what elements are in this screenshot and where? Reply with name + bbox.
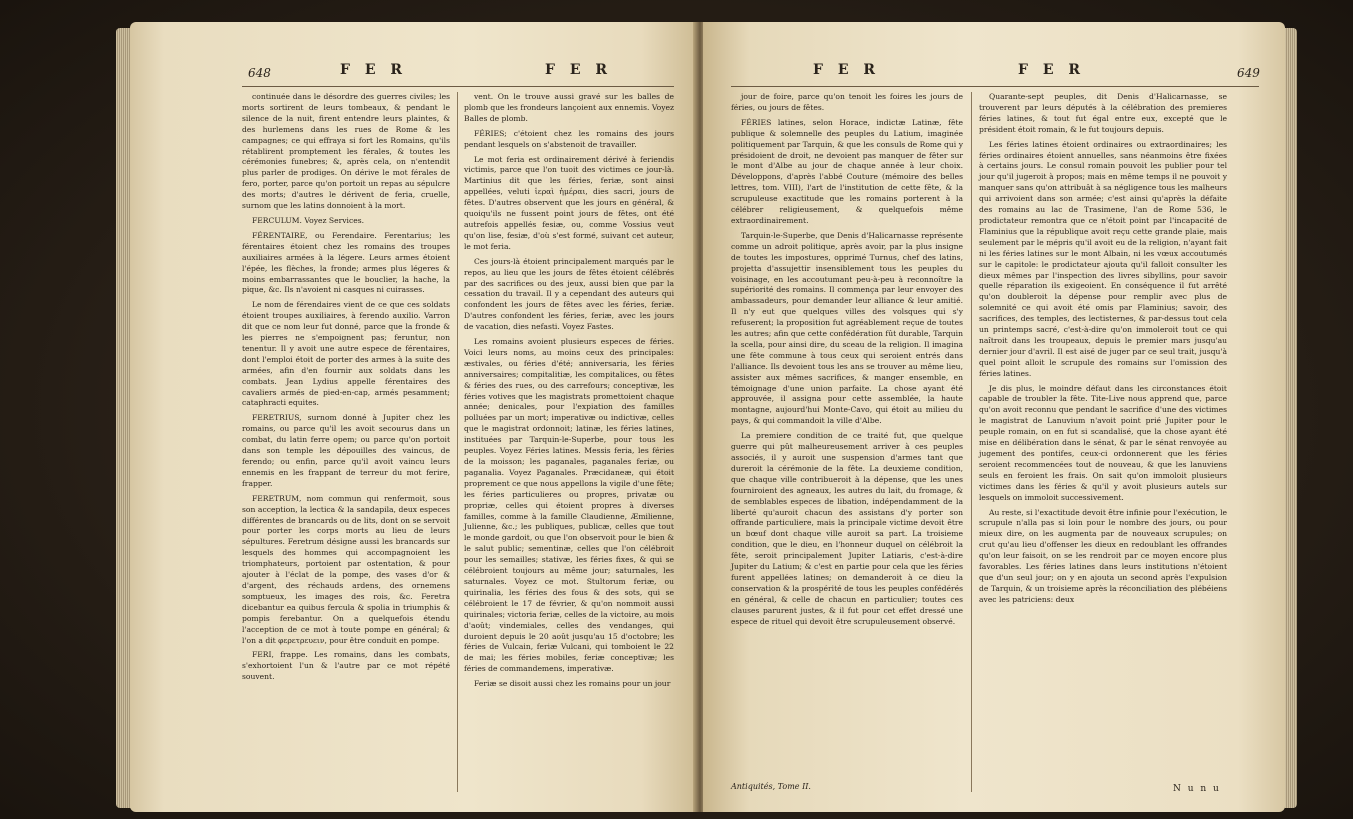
right-page: [703, 22, 1285, 812]
right-col2-paragraph: Au reste, si l'exactitude devoit être infinie pour l'exécution, le scrupule n'alla pas si loin pour le nombre des jours, ou pour mieux dire, on les augmenta par de nouveaux scrupules; on crut qu'au lieu d'offenser les dieux en redoublant les offrandes qu'on leur faisoit, on se les rendroit par ce moyen encore plus favorables. Les féries latines dans leurs institutions n'étoient que d'un seul jour; on y en ajouta un second après l'expulsion de Tarquin, & un troisieme après la réconciliation des plébéiens avec les patriciens: deux: [979, 507, 1227, 604]
right-page-column-2: [979, 92, 1227, 610]
left-col2-paragraph: Les romains avoient plusieurs especes de féries. Voici leurs noms, au moins ceux des principales: æstivales, ou féries d'été; anniversaria, les féries anniversaires; compitalitiæ, les compitalices, ou fêtes & féries des rues, ou des carrefours; conceptivæ, les féries votives que les magistrats promettoient chaque année; denicales, pour l'expiation des familles polluées par un mort; imperativæ ou indictivæ, celles que le magistrat ordonnoit; latinæ, les féries latines, instituées par Tarquin-le-Superbe, pour tous les peuples. Voyez Féries latines. Messis feria, les féries de la moisson; les paganales, paganales feriæ, ou paganalia. Voyez Paganales. Præcidaneæ, qui étoit proprement ce que nous appellons la vigile d'une fête; les féries particulieres ou propres, privatæ ou propriæ, celles qui étoient propres à diverses familles, comme à la famille Claudienne, Æmilienne, Julienne, &c.; les publiques, publicæ, celles que tout le monde gardoit, ou que l'on observoit pour le bien & le salut public; sementinæ, celles que l'on célébroit pour les semailles; stativæ, les féries fixes, & qui se célébroient toujours au même jour; saturnales, les saturnales. Voyez ce mot. Stultorum feriæ, ou quirinalia, les féries des fous & des sots, qui se célébroient le 17 de février, & qu'on nommoit aussi quirinales; victoria feriæ, celles de la victoire, au mois d'août; vindemiales, celles des vendanges, qui duroient depuis le 20 août jusqu'au 15 d'octobre; les féries de Vulcain, feriæ Vulcani, qui tomboient le 22 de mai; les féries mobiles, feriæ conceptivæ; les féries de commandemens, imperativæ.: [464, 337, 674, 674]
head-rule-left: [242, 86, 674, 87]
running-head-right-1: F E R: [813, 62, 880, 78]
left-col1-paragraph: FERI, frappe. Les romains, dans les combats, s'exhortoient l'un & l'autre par ce mot répété souvent.: [242, 650, 450, 682]
right-col1-paragraph: La premiere condition de ce traité fut, que quelque guerre qui pût malheureusement arriver à ces peuples associés, il y auroit une suspension d'armes tant que dureroit la cérémonie de la fête. La deuxieme condition, que chaque ville contribueroit à la dépense, que les unes fourniroient des agneaux, les autres du lait, du fromage, & de semblables especes de libation, indépendamment de la liberté qu'auroit chacun des assistans d'y porter son offrande particuliere, mais la principale victime devoit être un bœuf dont chaque ville auroit sa part. La troisieme condition, que le dieu, en l'honneur duquel on célébroit la fête, seroit principalement Jupiter Latiaris, c'est-à-dire Jupiter du Latium; & c'est en partie pour cela que les féries furent appellées latines; on demanderoit à ce dieu la conservation & la prospérité de tous les peuples confédérés en général, & celle de chacun en particulier; toutes ces clauses parurent justes, & il fut pour cet effet dressé une espece de rituel qui devoit être scrupuleusement observé.: [731, 431, 963, 626]
right-col1-paragraph: Tarquin-le-Superbe, que Denis d'Halicarnasse représente comme un adroit politique, après avoir, par la plus insigne de toutes les impostures, opprimé Turnus, chef des latins, projetta d'assujettir insensiblement tous les peuples du voisinage, en les accoutumant peu-à-peu à reconnoître la supériorité des romains. Il commença par leur envoyer des ambassadeurs, pour demander leur alliance & leur amitié. Il n'y eut que quelques villes des volsques qui s'y refuserent; la proposition fut agréablement reçue de toutes les autres; afin que cette confédération fût durable, Tarquin la scella, pour ainsi dire, du sceau de la religion. Il imagina une fête commune à tous ceux qui seroient entrés dans l'alliance. Ils devoient tous les ans se trouver au même lieu, assister aux mêmes sacrifices, & manger ensemble, en témoignage d'une union parfaite. La chose ayant été approuvée, il assigna pour cette assemblée, la haute montagne, aujourd'hui Monte-Cavo, qui étoit au milieu du pays, & qui commandoit la ville d'Albe.: [731, 230, 963, 426]
column-rule-right: [971, 92, 972, 792]
left-col1-paragraph: FERETRUM, nom commun qui renfermoit, sous son acception, la lectica & la sandapila, deux especes différentes de brancards ou de lits, dont on se servoit pour porter les corps morts au lieu de leurs sépultures. Feretrum désigne aussi les brancards sur lesquels des hommes qui accompagnoient les triomphateurs, portoient par ostentation, & pour ajouter à l'éclat de la pompe, des vases d'or & d'argent, des réchauds ardens, des ornemens somptueux, les images des rois, &c. Feretra dicebantur ea quibus fercula & spolia in triumphis & pompis ferebantur. On a quelquefois étendu l'acception de ce mot à toute pompe en général; & l'on a dit φερετρευειν, pour être conduit en pompe.: [242, 493, 450, 645]
column-rule-left: [457, 92, 458, 792]
right-col2-paragraph: Les féries latines étoient ordinaires ou extraordinaires; les féries ordinaires étoient annuelles, sans néanmoins être fixées à certains jours. Le consul romain pouvoit les publier pour tel jour qu'il jugeroit à propos; mais en même temps il ne pouvoit y manquer sans qu'on attribuât à sa négligence tous les malheurs qui arrivoient dans son armée; c'est ainsi qu'après la défaite des romains au lac de Trasimene, l'an de Rome 536, le prodictateur remontra que ce n'étoit point par l'incapacité de Flaminius que la république avoit reçu cette grande plaie, mais seulement par le mépris qu'il avoit eu de la religion, n'ayant fait ni les féries latines sur le mont Albain, ni les vœux accoutumés sur le capitole: le prodictateur ajouta qu'il falloit consulter les dieux mêmes par l'inspection des livres sibyllins, pour savoir quelle réparation ils exigeoient. En conséquence il fut arrêté qu'on doubleroit la dépense pour remplir avec plus de solemnité ce qui avoit été omis par Flaminius; savoir, des sacrifices, des temples, des lectisternes, & par-dessus tout cela un printemps sacré, c'est-à-dire qu'on immoleroit tout ce qui naîtroit dans les troupeaux, depuis le premier mars jusqu'au dernier jour d'avril. Il est aisé de juger par ce seul trait, jusqu'à quel point alloit le scrupule des romains sur l'omission des féries latines.: [979, 139, 1227, 378]
page-number-right: 649: [1237, 66, 1260, 80]
right-col1-paragraph: jour de foire, parce qu'on tenoit les foires les jours de féries, ou jours de fêtes.: [731, 92, 963, 112]
left-col1-paragraph: FERETRIUS, surnom donné à Jupiter chez les romains, ou parce qu'il les avoit secourus dans un combat, du latin ferre opem; ou parce qu'on portoit dans son temple les dépouilles des vaincus, de ferendo; ou enfin, parce qu'il avoit vaincu leurs ennemis en les frappant de terreur du mot ferire, frapper.: [242, 413, 450, 488]
left-col2-paragraph: Ces jours-là étoient principalement marqués par le repos, au lieu que les jours de fêtes étoient célébrés par des sacrifices ou des jeux, aussi bien que par la cessation du travail. Il y a cependant des auteurs qui confondent les jours de fêtes avec les féries, feriæ. D'autres confondent les féries, feriæ, avec les jours de vacation, dies nefasti. Voyez Fastes.: [464, 256, 674, 332]
left-page: [130, 22, 698, 812]
left-col1-paragraph: continuée dans le désordre des guerres civiles; les morts sortirent de leurs tombeaux, & pendant le silence de la nuit, firent entendre leurs plaintes, & des hurlemens dans les rues de Rome & les campagnes; ce qui effraya si fort les Romains, qu'ils rétablirent promptement les férales, & toutes les cérémonies funebres; &, après cela, on n'entendit plus parler de prodiges. On dérive le mot férales de fero, porter, parce qu'on portoit un repas au sépulcre des morts; d'autres le dérivent de feria, cruelle, surnom que les latins donnoient à la mort.: [242, 92, 450, 211]
left-col1-paragraph: FÉRENTAIRE, ou Ferendaire. Ferentarius; les férentaires étoient chez les romains des troupes auxiliaires armées à la légere. Leurs armes étoient l'épée, les flèches, la fronde; armes plus légeres & moins embarrassantes que le bouclier, la hache, la pique, &c. Ils n'avoient ni casques ni cuirasses.: [242, 230, 450, 295]
running-head-right-2: F E R: [1018, 62, 1085, 78]
left-col1-paragraph: FERCULUM. Voyez Services.: [252, 215, 365, 225]
left-page-column-2: [464, 92, 674, 694]
signature-mark: N u n u: [1173, 784, 1221, 794]
head-rule-right: [731, 86, 1259, 87]
right-col1-paragraph: FÉRIES latines, selon Horace, indictæ Latinæ, fête publique & solemnelle des peuples du Latium, imaginée politiquement par Tarquin, & que les consuls de Rome qui y présidoient de droit, ne devoient pas manquer de fêter sur le mont d'Albe au jour de chaque année à leur choix. Développons, d'après l'abbé Couture (mémoire des belles lettres, tom. VIII), l'art de l'institution de cette fête, & la scrupuleuse exactitude que les romains porterent à la célébrer religieusement, & quelquefois même extraordinairement.: [731, 117, 963, 225]
right-page-edges: [1283, 28, 1297, 808]
right-col2-paragraph: Je dis plus, le moindre défaut dans les circonstances étoit capable de troubler la fête. Tite-Live nous apprend que, parce qu'on avoit reconnu que pendant le sacrifice d'une des victimes le magistrat de Lanuvium n'avoit point prié Jupiter pour le peuple romain, on en fut si scandalisé, que la chose ayant été mise en délibération dans le sénat, & par le sénat renvoyée au jugement des pontifes, ceux-ci ordonnerent que les féries seroient recommencées tout de nouveau, & que les lanuviens seuls en feroient les frais. On sait qu'on immoloit plusieurs victimes dans les féries & qu'il y avoit plusieurs autels sur lesquels on immoloit successivement.: [979, 383, 1227, 502]
running-head-left-1: F E R: [340, 62, 407, 78]
right-page-column-1: [731, 92, 963, 632]
left-col2-paragraph: Feriæ se disoit aussi chez les romains pour un jour: [474, 679, 671, 689]
left-page-column-1: [242, 92, 450, 687]
page-footer: Antiquités, Tome II.: [731, 782, 811, 791]
right-col2-paragraph: Quarante-sept peuples, dit Denis d'Halicarnasse, se trouverent par leurs députés à la célébration des premieres féries latines, & tout fut égal entre eux, excepté que le président étoit romain, & le fut toujours depuis.: [979, 92, 1227, 134]
left-col2-paragraph: FÉRIES; c'étoient chez les romains des jours pendant lesquels on s'abstenoit de travailler.: [464, 128, 674, 149]
running-head-left-2: F E R: [545, 62, 612, 78]
left-col2-paragraph: vent. On le trouve aussi gravé sur les balles de plomb que les frondeurs lançoient aux ennemis. Voyez Balles de plomb.: [464, 92, 674, 123]
left-col2-paragraph: Le mot feria est ordinairement dérivé à feriendis victimis, parce que l'on tuoit des victimes ce jour-là. Martinius dit que les féries, feriæ, sont ainsi appellées, veluti ἱεραὶ ἡμέραι, dies sacri, jours de fêtes. D'autres observent que les jours en général, & quoiqu'ils ne fussent point jours de fêtes, ont été autrefois appellés fesiæ, ou, comme Vossius veut qu'on lise, fesiæ, d'où s'est formé, suivant cet auteur, le mot feria.: [464, 154, 674, 251]
left-col1-paragraph: Le nom de férendaires vient de ce que ces soldats étoient troupes auxiliaires, à ferendo auxilio. Varron dit que ce nom leur fut donné, parce que la fronde & les pierres ne s'empoignent pas; feruntur, non tenentur. Il y avoit une autre espece de férentaires, dont l'emploi étoit de porter des armes à la suite des armées, afin d'en fournir aux soldats dans les combats. Jean Lydius appelle férentaires des cavaliers armés de pied-en-cap, armés pesamment; cataphracti equites.: [242, 300, 450, 408]
page-number-left: 648: [248, 66, 271, 80]
